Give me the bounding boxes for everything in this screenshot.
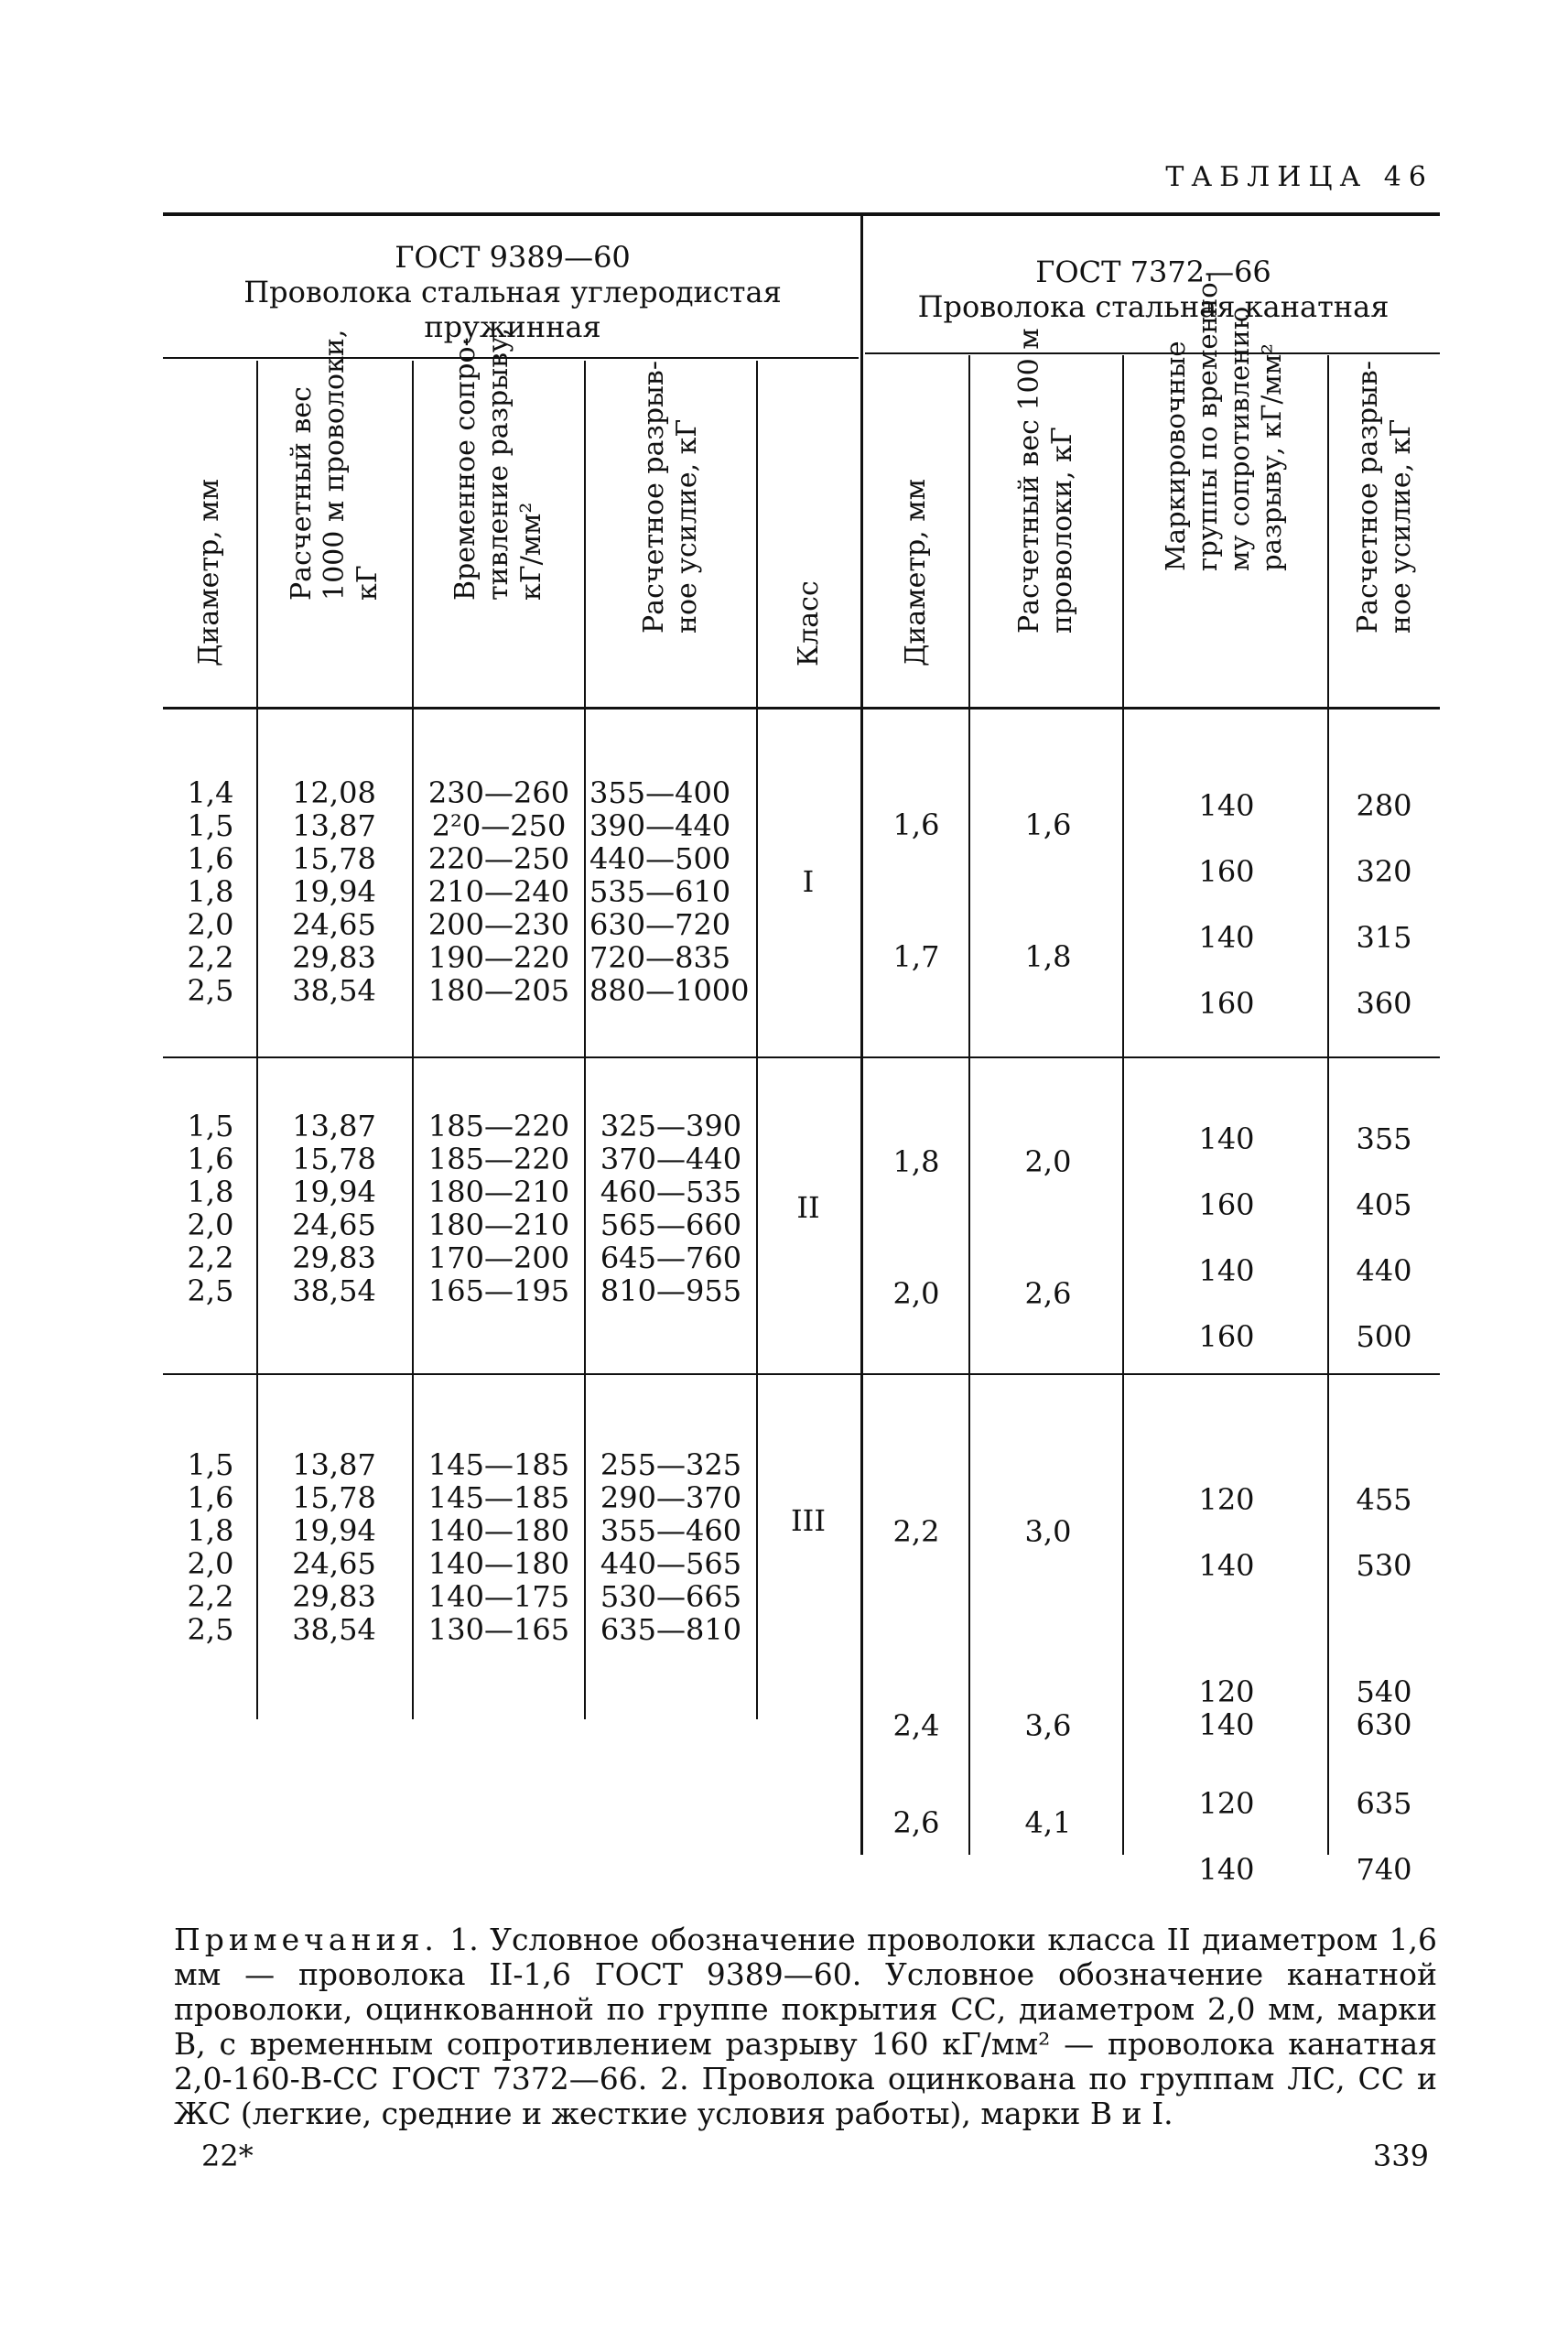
r1-diameter-a: 1,6 [892,807,940,842]
s1-class: I [802,864,815,899]
s2-force-col: 325—390 370—440 460—535 565—660 645—760 810—955 [600,1109,742,1308]
right-group-standard: ГОСТ 7372—66 [1035,255,1271,289]
s2-weight-col: 13,87 15,78 19,94 24,65 29,83 38,54 [292,1109,376,1308]
s1-diameter-col: 1,4 1,5 1,6 1,8 2,0 2,2 2,5 [187,775,234,1008]
header-cell-force [586,361,756,699]
header-bottom-rule [163,707,1440,710]
header-cell-rope-diameter [864,366,968,699]
r2-marking-col: 140 160 140 160 [1198,1121,1255,1354]
top-rule [163,212,1440,216]
table-notes [174,1923,1437,2131]
header-marking: Маркировочные группы по временно- му сопротивлению разрыву, кГ/мм² [1160,273,1287,571]
s3-force-col: 255—325 290—370 355—460 440—565 530—665 635—810 [600,1447,742,1647]
r4-marking-col: 120 140 [1198,1674,1255,1742]
r4-weight: 3,6 [1024,1708,1072,1743]
header-rope-force: Расчетное разрыв- ное усилие, кГ [1351,361,1417,634]
s2-class: II [796,1190,820,1225]
r1-force-col: 280 320 315 360 [1356,788,1412,1021]
header-rope-diameter: Диаметр, мм [900,479,932,666]
r1-weight-b: 1,8 [1024,939,1072,974]
s1-strength-col: 230—260 2²0—250 220—250 210—240 200—230 190—220 180—205 [427,775,570,1008]
s3-strength-col: 145—185 145—185 140—180 140—180 140—175 130—165 [427,1447,570,1647]
header-cell-diameter [163,366,256,699]
header-class: Класс [793,580,825,666]
s3-weight-col: 13,87 15,78 19,94 24,65 29,83 38,54 [292,1447,376,1647]
r3-marking-col: 120 140 [1198,1482,1255,1583]
r2-weight-b: 2,6 [1024,1276,1072,1311]
header-cell-rope-force [1329,361,1440,699]
r4-force-col: 540 630 [1356,1674,1412,1742]
s2-diameter-col: 1,5 1,6 1,8 2,0 2,2 2,5 [187,1109,234,1308]
r2-diameter-b: 2,0 [892,1276,940,1311]
r2-weight-a: 2,0 [1024,1144,1072,1179]
group-rule-right [865,352,1440,354]
header-weight: Расчетный вес 1000 м проволоки, кГ [286,329,384,601]
header-strength: Временное сопро- тивление разрыву, кГ/мм² [449,327,547,601]
s1-force-col: 355—400 390—440 440—500 535—610 630—720 720—835 880—1000 [589,775,750,1008]
r5-force-col: 635 740 [1356,1786,1412,1887]
r3-diameter: 2,2 [892,1514,940,1549]
header-diameter: Диаметр, мм [193,479,225,666]
header-rope-weight: Расчетный вес 100 м проволоки, кГ [1013,328,1078,634]
page-number: 339 [1372,2139,1429,2173]
right-group-name: Проволока стальная канатная [917,289,1390,324]
r1-weight-a: 1,6 [1024,807,1072,842]
header-force: Расчетное разрыв- ное усилие, кГ [638,361,703,634]
header-cell-class [758,366,860,699]
r4-diameter: 2,4 [892,1708,940,1743]
left-group-name: Проволока стальная углеродистая [243,275,782,309]
header-cell-rope-weight [970,328,1122,699]
s1-weight-col: 12,08 13,87 15,78 19,94 24,65 29,83 38,54 [292,775,376,1008]
s3-diameter-col: 1,5 1,6 1,8 2,0 2,2 2,5 [187,1447,234,1647]
left-group-standard: ГОСТ 9389—60 [395,240,631,275]
s2-strength-col: 185—220 185—220 180—210 180—210 170—200 165—195 [427,1109,570,1308]
section-rule-2 [163,1373,1440,1375]
r1-diameter-b: 1,7 [892,939,940,974]
header-cell-marking [1124,273,1327,699]
section-rule-1 [163,1056,1440,1058]
signature-mark: 22* [201,2139,254,2173]
header-cell-strength [414,327,584,699]
notes-label: Примечания. [174,1922,438,1957]
r1-marking-col: 140 160 140 160 [1198,788,1255,1021]
r5-diameter: 2,6 [892,1805,940,1840]
r2-diameter-a: 1,8 [892,1144,940,1179]
right-group-title [879,255,1428,324]
table-caption: ТАБЛИЦА 46 [1165,161,1433,193]
group-divider [860,216,863,1855]
header-cell-weight [258,329,412,699]
r5-marking-col: 120 140 [1198,1786,1255,1887]
r2-force-col: 355 405 440 500 [1356,1121,1412,1354]
r3-weight: 3,0 [1024,1514,1072,1549]
notes-text: 1. Условное обозначение проволоки класса II диаметром 1,6 мм — проволока II-1,6 ГОСТ 9389—60. Условное обозначение канатной проволоки, оцинкованной по группе покрытия СС, диаметром 2,0 мм, марки В, с временным сопротивлением разрыву 160 кГ/мм² — проволока канатная 2,0-160-В-СС ГОСТ 7372—66. 2. Проволока оцинкована по группам ЛС, СС и ЖС (легкие, средние и жесткие условия работы), марки В и I. [174,1922,1437,2131]
left-group-name-cont: пружинная [424,309,601,344]
s3-class: III [791,1503,826,1538]
r3-force-col: 455 530 [1356,1482,1412,1583]
r5-weight: 4,1 [1024,1805,1072,1840]
